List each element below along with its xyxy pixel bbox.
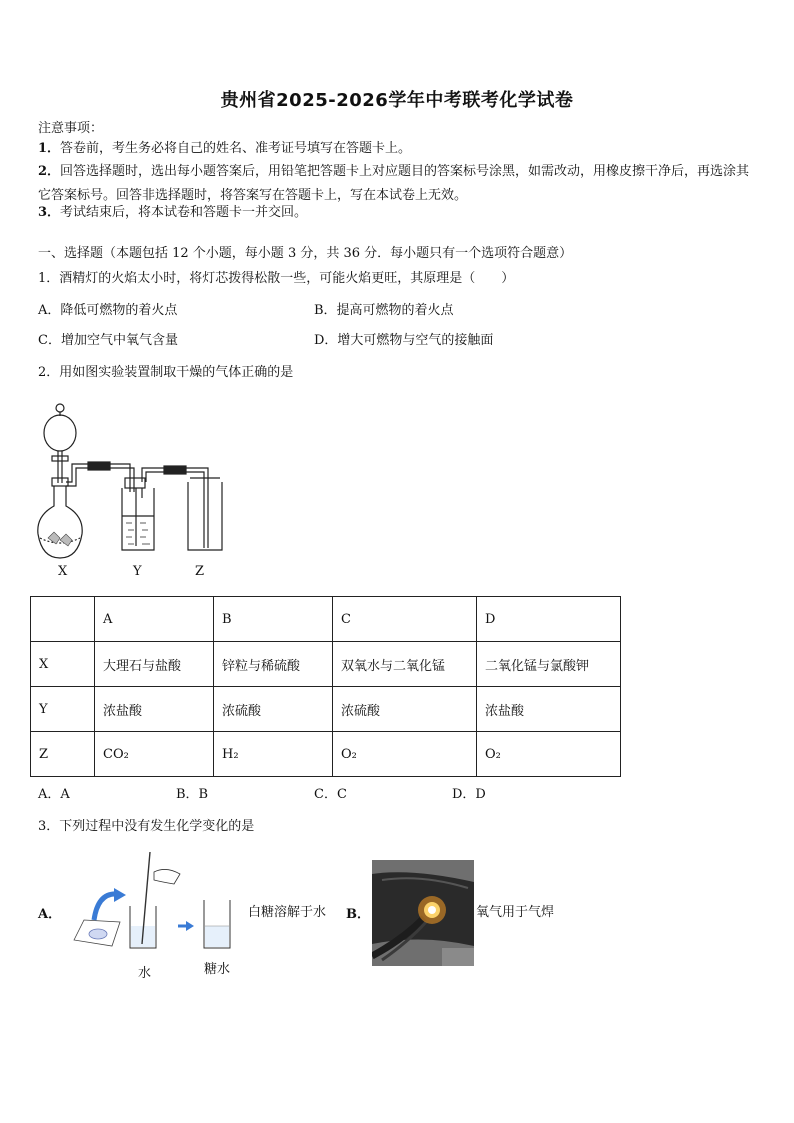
figure-label-z: Z [195,564,205,579]
notice-item-3: 3．考试结束后，将本试卷和答题卡一并交回。 [38,205,308,220]
figure-label-x: X [58,564,68,579]
question-2-stem: 2．用如图实验装置制取干燥的气体正确的是 [38,365,294,380]
gas-apparatus-figure [30,398,240,563]
table-cell: 浓盐酸 [95,687,214,732]
sugar-dissolving-figure [70,848,245,953]
question-3-stem: 3．下列过程中没有发生化学变化的是 [38,819,255,834]
question-2-option-c: C．C [314,787,347,802]
question-1-option-d: D．增大可燃物与空气的接触面 [314,333,494,348]
question-1-stem: 1．酒精灯的火焰太小时，将灯芯拨得松散一些，可能火焰更旺，其原理是（ ） [38,271,515,286]
table-cell: O₂ [333,732,477,777]
question-1-option-c: C．增加空气中氧气含量 [38,333,178,348]
figure-label-water: 水 [138,966,152,981]
notice-heading: 注意事项： [38,121,104,136]
gas-welding-photo [372,860,474,966]
welding-photo-image [372,860,474,966]
notice-item-1: 1．答卷前，考生务必将自己的姓名、准考证号填写在答题卡上。 [38,141,412,156]
table-cell: 二氧化锰与氯酸钾 [477,642,621,687]
page-title: 贵州省2025-2026学年中考联考化学试卷 [220,90,574,111]
table-cell: Z [31,732,95,777]
table-cell: 浓硫酸 [333,687,477,732]
question-2-option-b: B．B [176,787,209,802]
table-cell: 大理石与盐酸 [95,642,214,687]
table-cell [31,597,95,642]
table-row [31,732,621,777]
table-header-cell: D [477,597,621,642]
table-cell: 浓盐酸 [477,687,621,732]
table-cell: 浓硫酸 [214,687,333,732]
table-cell: X [31,642,95,687]
table-cell: Y [31,687,95,732]
figure-label-sugar-water: 糖水 [204,962,231,977]
notice-item-2: 2．回答选择题时，选出每小题答案后，用铅笔把答题卡上对应题目的答案标号涂黑，如需改动，用橡皮擦干净后，再选涂其它答案标号。回答非选择题时，将答案写在答题卡上，写在本试卷上无效。 [38,164,750,203]
question-1-option-b: B．提高可燃物的着火点 [314,303,454,318]
question-3-option-b-text: 氧气用于气焊 [476,905,555,920]
question-3-option-a-label: A． [38,907,62,922]
question-2-option-a: A．A [38,787,70,802]
table-cell: O₂ [477,732,621,777]
question-1-option-a: A．降低可燃物的着火点 [38,303,178,318]
section-heading: 一、选择题（本题包括 12 个小题，每小题 3 分，共 36 分．每小题只有一个选项符合题意） [38,246,573,261]
table-header-row [31,597,621,642]
table-row [31,642,621,687]
table-cell: H₂ [214,732,333,777]
table-cell: 锌粒与稀硫酸 [214,642,333,687]
figure-label-y: Y [133,564,142,579]
table-header-cell: A [95,597,214,642]
question-2-option-d: D．D [452,787,486,802]
question-3-option-b-label: B． [346,907,370,922]
table-cell: 双氧水与二氧化锰 [333,642,477,687]
table-cell: CO₂ [95,732,214,777]
table-header-cell: C [333,597,477,642]
table-row [31,687,621,732]
question-3-option-a-text: 白糖溶解于水 [248,905,327,920]
table-header-cell: B [214,597,333,642]
question-2-table [30,596,621,777]
